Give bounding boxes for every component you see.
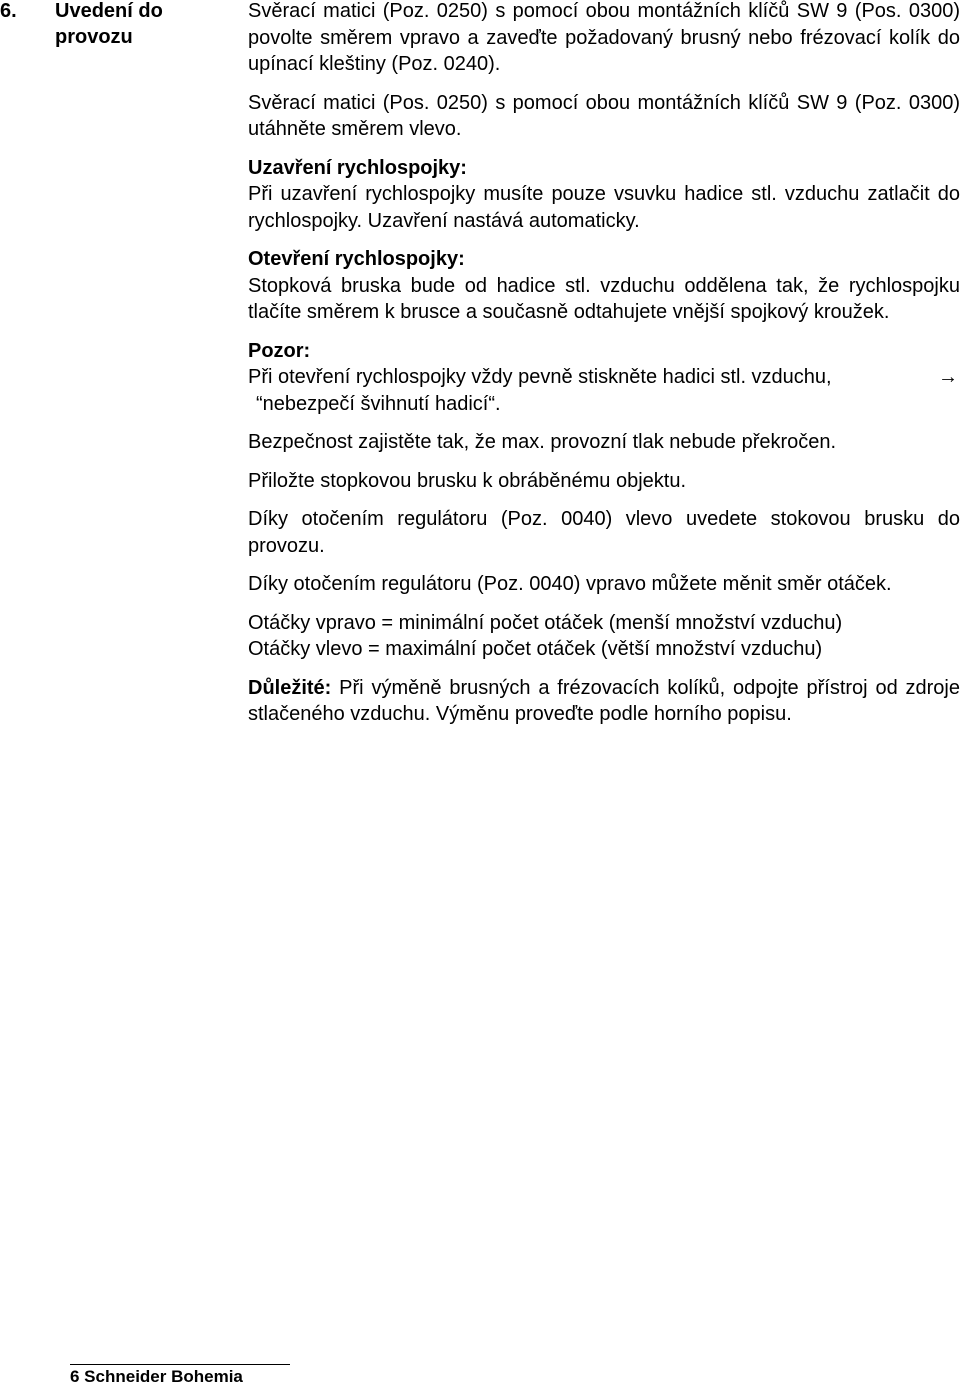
closing-coupling-heading: Uzavření rychlospojky: xyxy=(248,156,467,179)
opening-coupling-text: Stopková bruska bude od hadice stl. vzduchu oddělena tak, že rychlospojku tlačíte směrem k brusce a současně odtahujete vnější spojkový kroužek. xyxy=(248,274,960,323)
opening-coupling-block xyxy=(248,246,960,326)
warning-text: Při otevření rychlospojky vždy pevně stiskněte hadici stl. vzduchu, xyxy=(248,366,832,388)
closing-coupling-text: Při uzavření rychlospojky musíte pouze vsuvku hadice stl. vzduchu zatlačit do rychlospojky. Uzavření nastává automaticky. xyxy=(248,183,960,232)
paragraph-apply-grinder: Přiložte stopkovou brusku k obráběnému objektu. xyxy=(248,469,687,492)
paragraph-safety: Bezpečnost zajistěte tak, že max. provozní tlak nebude překročen. xyxy=(248,431,837,453)
speed-left-line: Otáčky vlevo = maximální počet otáček (větší množství vzduchu) xyxy=(248,638,823,660)
opening-coupling-heading: Otevření rychlospojky: xyxy=(248,248,465,270)
section-number: 6. xyxy=(0,0,17,22)
warning-line xyxy=(248,364,960,391)
footer-text: 6 Schneider Bohemia xyxy=(70,1367,243,1386)
warning-heading: Pozor: xyxy=(248,339,311,362)
footer-rule xyxy=(70,1364,290,1365)
speed-right-line: Otáčky vpravo = minimální počet otáček (menší množství vzduchu) xyxy=(248,611,843,634)
warning-hazard-text: “nebezpečí švihnutí hadicí“. xyxy=(256,392,501,415)
paragraph-tighten-nut: Svěrací matici (Pos. 0250) s pomocí obou montážních klíčů SW 9 (Poz. 0300) utáhněte směrem vlevo. xyxy=(248,91,960,140)
speeds-block xyxy=(248,610,960,663)
section-heading xyxy=(0,0,240,50)
warning-block xyxy=(248,338,960,418)
section-title: Uvedení do provozu xyxy=(55,0,163,48)
paragraph-loosen-nut: Svěrací matici (Poz. 0250) s pomocí obou montážních klíčů SW 9 (Pos. 0300) povolte směrem vpravo a zaveďte požadovaný brusný nebo frézovací kolík do upínací kleštiny (Poz. 0240). xyxy=(248,0,960,75)
paragraph-start-operation: Díky otočením regulátoru (Poz. 0040) vlevo uvedete stokovou brusku do provozu. xyxy=(248,508,960,557)
important-text: Při výměně brusných a frézovacích kolíků, odpojte přístroj od zdroje stlačeného vzduchu. Výměnu proveďte podle horního popisu. xyxy=(248,676,960,725)
important-label: Důležité: xyxy=(248,676,332,699)
closing-coupling-block xyxy=(248,155,960,235)
paragraph-change-direction: Díky otočením regulátoru (Poz. 0040) vpravo můžete měnit směr otáček. xyxy=(248,573,892,595)
section-content xyxy=(248,0,960,740)
arrow-right-icon: → xyxy=(938,366,958,388)
important-note xyxy=(248,675,960,728)
